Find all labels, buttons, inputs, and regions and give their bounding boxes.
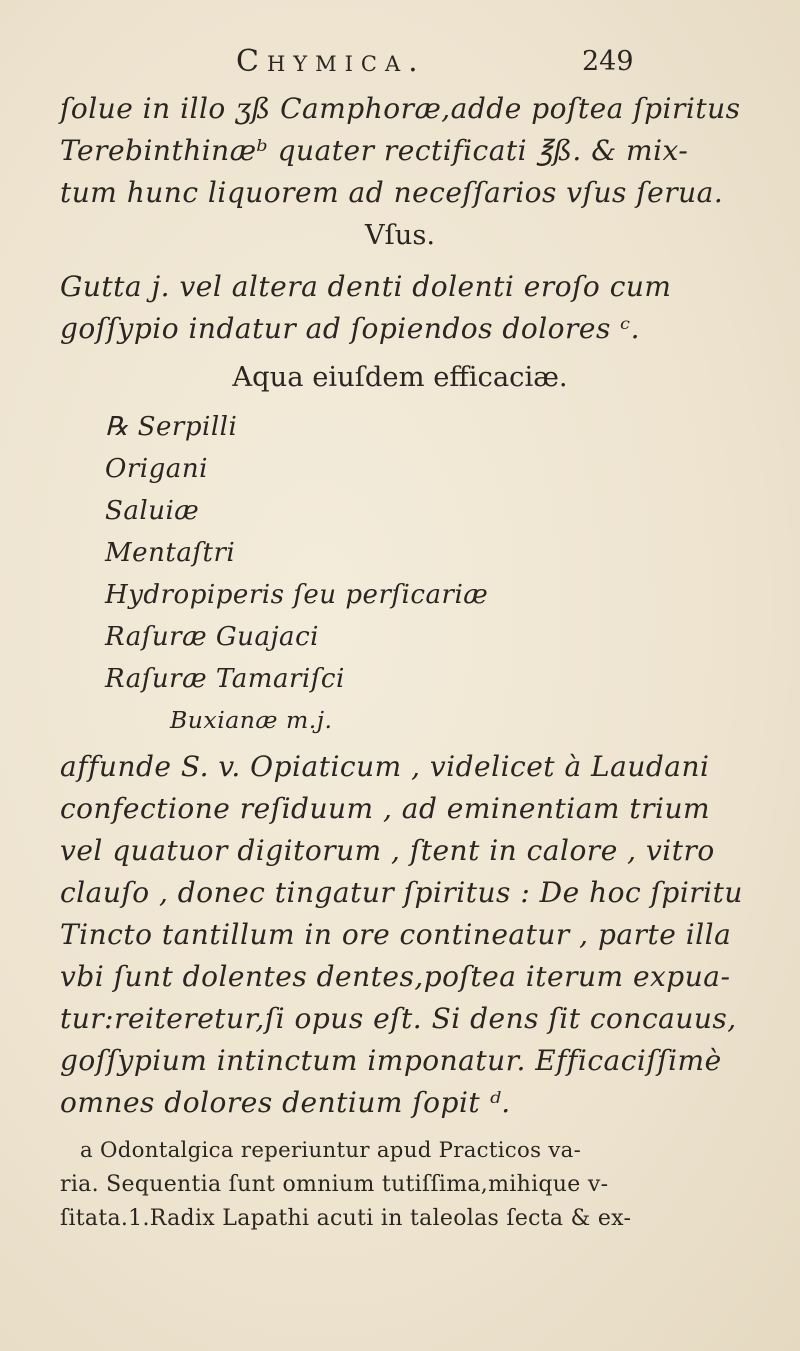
recipe-ingredient: Origani <box>105 454 208 484</box>
recipe-ingredient: ℞ Serpilli <box>105 412 238 442</box>
text-line: Terebinthinæᵇ quater rectificati ℥ß. & mix- <box>60 134 689 167</box>
recipe-ingredient: Saluiæ <box>105 496 200 526</box>
text-line: tur:reiteretur,ſi opus eſt. Si dens ſit concauus, <box>60 1002 737 1035</box>
text-line: Tincto tantillum in ore contineatur , parte illa <box>60 918 732 951</box>
text-line: ſolue in illo ʒß Camphoræ,adde poſtea ſpiritus <box>60 92 741 125</box>
text-line: goſſypio indatur ad ſopiendos dolores ᶜ. <box>60 312 640 345</box>
recipe-ingredient: Raſuræ Tamariſci <box>105 664 345 694</box>
text-line: Gutta j. vel altera denti dolenti eroſo cum <box>60 270 672 303</box>
recipe-ingredient: Buxianæ m.j. <box>170 706 333 734</box>
footnote-line: ſitata.1.Radix Lapathi acuti in taleolas ſecta & ex- <box>60 1206 632 1231</box>
text-line: vel quatuor digitorum , ſtent in calore , vitro <box>60 834 715 867</box>
recipe-ingredient: Raſuræ Guajaci <box>105 622 320 652</box>
text-line: clauſo , donec tingatur ſpiritus : De hoc ſpiritu <box>60 876 743 909</box>
text-line: goſſypium intinctum imponatur. Efficaciſſimè <box>60 1044 722 1077</box>
section-heading: Aqua eiuſdem efficaciæ. <box>232 362 568 393</box>
footnote-line: ria. Sequentia ſunt omnium tutiſſima,mihique v- <box>60 1172 609 1197</box>
footnote-line: a Odontalgica reperiuntur apud Practicos va- <box>80 1138 582 1163</box>
recipe-ingredient: Hydropiperis ſeu perſicariæ <box>105 580 489 610</box>
text-line: tum hunc liquorem ad neceſſarios vſus ſerua. <box>60 176 724 209</box>
running-head: Chymica. <box>236 44 426 79</box>
text-line: vbi ſunt dolentes dentes,poſtea iterum expua- <box>60 960 731 993</box>
text-line: confectione reſiduum , ad eminentiam trium <box>60 792 711 825</box>
page-number: 249 <box>582 46 634 77</box>
text-line: omnes dolores dentium ſopit ᵈ. <box>60 1086 511 1119</box>
page-header <box>0 42 800 92</box>
section-heading: Vſus. <box>364 220 436 251</box>
text-line: affunde S. v. Opiaticum , videlicet à Laudani <box>60 750 710 783</box>
recipe-ingredient: Mentaſtri <box>105 538 236 568</box>
